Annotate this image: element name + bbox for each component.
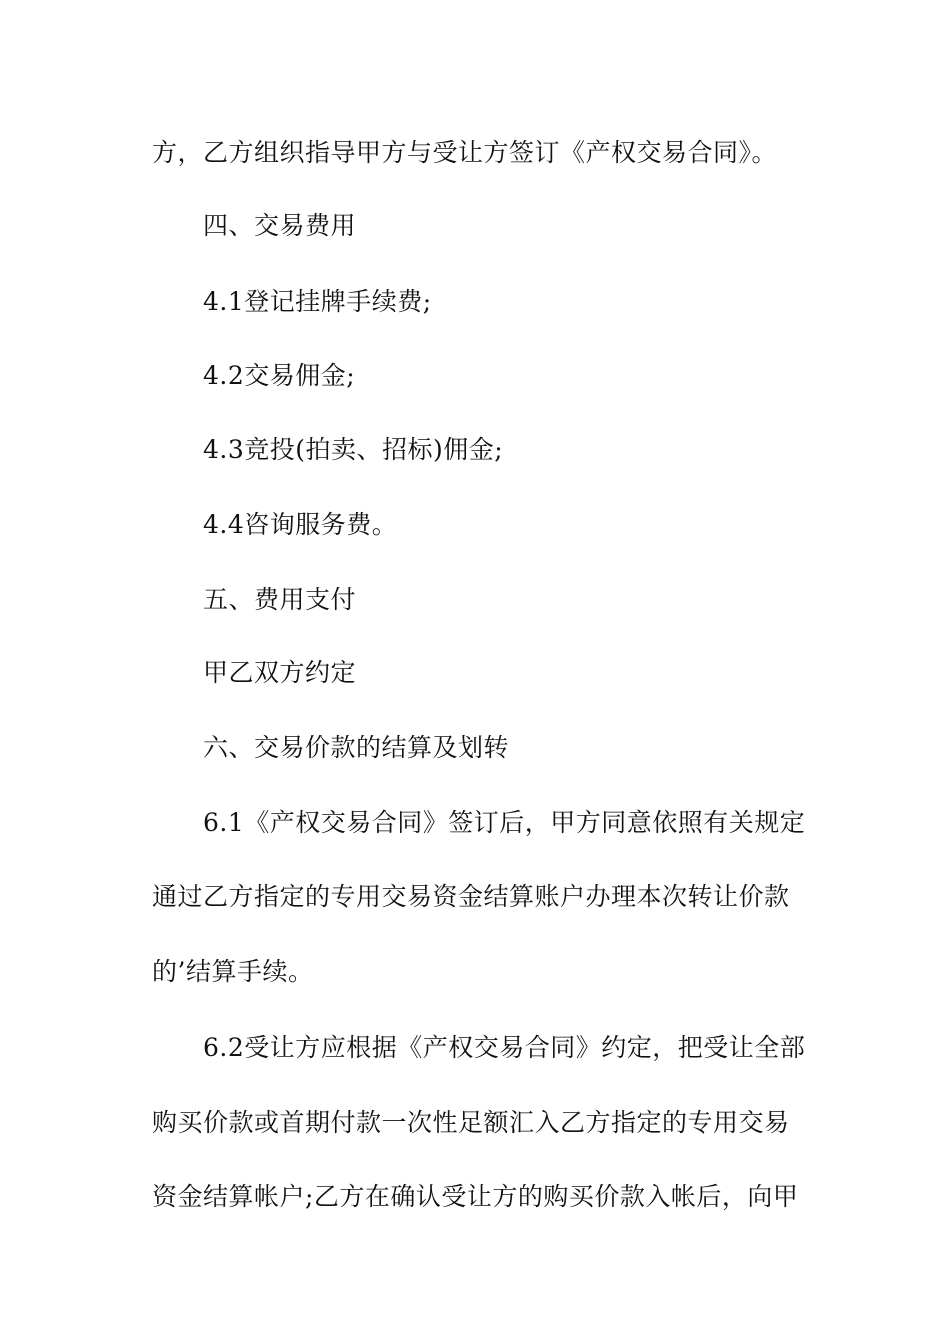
section-heading: 六、交易价款的结算及划转 — [203, 733, 510, 762]
list-item: 4.2交易佣金; — [203, 361, 356, 390]
paragraph-line: 通过乙方指定的专用交易资金结算账户办理本次转让价款 — [152, 882, 790, 911]
section-heading: 五、费用支付 — [203, 585, 357, 614]
list-item: 4.3竞投(拍卖、招标)佣金; — [203, 435, 504, 464]
list-item: 4.1登记挂牌手续费; — [203, 287, 432, 316]
paragraph-line: 的’结算手续。 — [152, 957, 314, 986]
paragraph-line: 资金结算帐户;乙方在确认受让方的购买价款入帐后，向甲 — [152, 1182, 799, 1211]
paragraph-line: 方，乙方组织指导甲方与受让方签订《产权交易合同》。 — [152, 138, 778, 167]
section-heading: 四、交易费用 — [203, 211, 357, 240]
paragraph-line: 甲乙双方约定 — [203, 658, 357, 687]
paragraph-line: 购买价款或首期付款一次性足额汇入乙方指定的专用交易 — [152, 1108, 790, 1137]
list-item: 4.4咨询服务费。 — [203, 510, 398, 539]
paragraph-line: 6.2受让方应根据《产权交易合同》约定，把受让全部 — [203, 1033, 806, 1062]
paragraph-line: 6.1《产权交易合同》签订后，甲方同意依照有关规定 — [203, 808, 806, 837]
